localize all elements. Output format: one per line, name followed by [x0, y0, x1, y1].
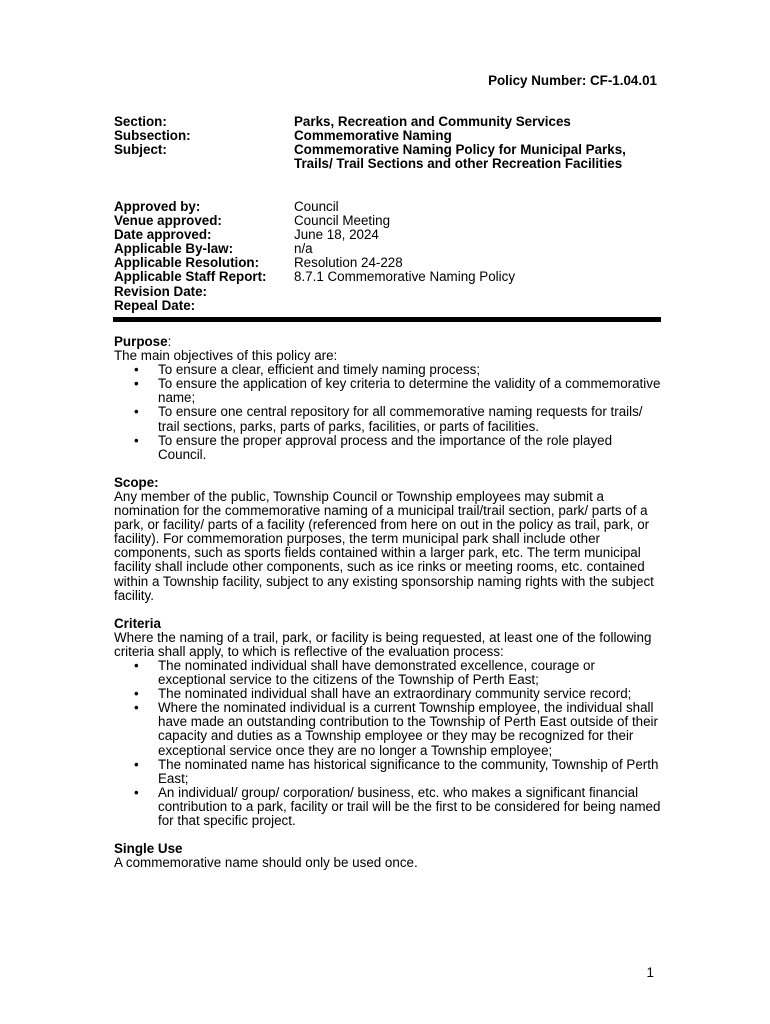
purpose-section	[114, 335, 662, 462]
meta-label: Applicable By-law:	[114, 241, 234, 257]
list-item: • To ensure the application of key criteria to determine the validity of a commemorative name;	[134, 377, 662, 405]
meta-value	[294, 299, 674, 313]
meta-row-date	[114, 228, 674, 242]
meta-label: Venue approved:	[114, 213, 222, 229]
policy-number: Policy Number: CF-1.04.01	[488, 73, 657, 88]
meta-value: Resolution 24-228	[294, 255, 403, 271]
single-use-section	[114, 842, 662, 870]
list-item: • To ensure the proper approval process and the importance of the role played Council.	[134, 434, 662, 462]
meta-label: Date approved:	[114, 227, 212, 243]
meta-row-resolution	[114, 256, 674, 270]
purpose-heading-colon: :	[167, 334, 172, 349]
list-item: • To ensure a clear, efficient and timely naming process;	[134, 363, 662, 377]
meta-row-venue	[114, 214, 674, 228]
meta-value: Council	[294, 199, 339, 214]
meta-row-subsection	[114, 129, 674, 143]
criteria-intro: Where the naming of a trail, park, or facility is being requested, at least one of the following criteria shall apply, to which is reflective of the evaluation process:	[114, 629, 652, 659]
list-item: • An individual/ group/ corporation/ business, etc. who makes a significant financial contribution to a park, facility or trail will be the first to be considered for being named for that specific project.	[134, 786, 662, 828]
meta-value: Council Meeting	[294, 213, 391, 229]
criteria-section	[114, 617, 662, 828]
purpose-list	[114, 363, 662, 462]
meta-value: Parks, Recreation and Community Services	[294, 114, 571, 129]
meta-value: Commemorative Naming	[294, 128, 452, 144]
list-item: • To ensure one central repository for all commemorative naming requests for trails/ trail sections, parks, parts of parks, facilities, or parts of facilities.	[134, 405, 662, 433]
meta-value: Commemorative Naming Policy for Municipal Parks, Trails/ Trail Sections and other Recreation Facilities	[294, 142, 626, 172]
list-item: • The nominated individual shall have demonstrated excellence, courage or exceptional service to the citizens of the Township of Perth East;	[134, 659, 662, 687]
meta-label: Revision Date:	[114, 283, 208, 299]
purpose-heading: Purpose	[114, 334, 168, 349]
meta-value: 8.7.1 Commemorative Naming Policy	[294, 269, 516, 285]
list-item: • The nominated name has historical significance to the community, Township of Perth East;	[134, 758, 662, 786]
criteria-heading: Criteria	[114, 615, 161, 631]
list-item: • The nominated individual shall have an extraordinary community service record;	[134, 687, 662, 701]
meta-label: Approved by:	[114, 199, 201, 214]
scope-heading: Scope:	[114, 474, 159, 490]
meta-top-block	[114, 115, 674, 171]
meta-row-staff-report	[114, 270, 674, 284]
meta-row-bylaw	[114, 242, 674, 256]
meta-label: Applicable Resolution:	[114, 255, 260, 271]
page-number: 1	[646, 965, 654, 980]
single-use-text: A commemorative name should only be used once.	[114, 855, 418, 871]
meta-value: June 18, 2024	[294, 227, 379, 243]
scope-section	[114, 476, 662, 603]
section-divider	[113, 317, 661, 322]
meta-row-section	[114, 115, 674, 129]
meta-label: Subsection:	[114, 128, 191, 144]
meta-label: Repeal Date:	[114, 297, 196, 313]
meta-value	[294, 285, 674, 299]
meta-row-revision-date	[114, 285, 674, 299]
policy-body	[114, 335, 662, 884]
meta-row-subject	[114, 143, 674, 171]
meta-approval-block	[114, 200, 674, 313]
meta-row-approved-by	[114, 200, 674, 214]
meta-label: Section:	[114, 114, 167, 129]
meta-row-repeal-date	[114, 299, 674, 313]
scope-text: Any member of the public, Township Council or Township employees may submit a nomination for the commemorative naming of a municipal trail/trail section, park/ parts of a park, or facility/ parts of a facility (referenced from here on out in the policy as trail, park, or facility). For commemoration purposes, the term municipal park shall include other components, such as sports fields contained within a larger park, etc. The term municipal facility shall include other components, such as ice rinks or meeting rooms, etc. contained within a Township facility, subject to any existing sponsorship naming rights with the subject facility.	[114, 488, 654, 603]
criteria-list	[114, 659, 662, 828]
meta-value: n/a	[294, 241, 313, 257]
meta-label: Applicable Staff Report:	[114, 269, 267, 285]
meta-label: Subject:	[114, 142, 167, 158]
single-use-heading: Single Use	[114, 841, 183, 857]
purpose-intro: The main objectives of this policy are:	[114, 348, 338, 364]
list-item: • Where the nominated individual is a current Township employee, the individual shall have made an outstanding contribution to the Township of Perth East outside of their capacity and duties as a Township employee or they may be recognized for their exceptional service once they are no longer a Township employee;	[134, 701, 662, 757]
